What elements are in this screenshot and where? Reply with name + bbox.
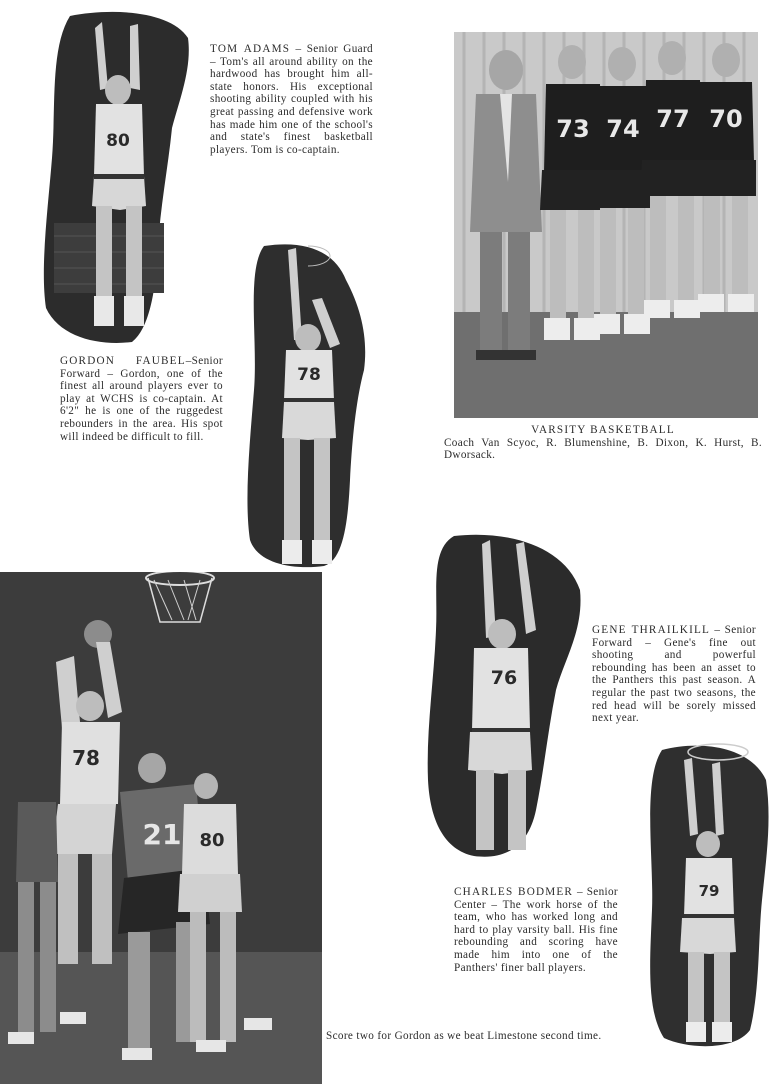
action-teammate-number: 80 <box>199 830 225 851</box>
charles-bodmer-cutout <box>640 740 772 1050</box>
charles-bodmer-name: CHARLES BODMER <box>454 886 574 898</box>
photo-gene-thrailkill <box>424 530 584 860</box>
tom-adams-cutout <box>40 8 192 346</box>
jersey-number-74: 74 <box>606 115 640 143</box>
photo-tom-adams <box>40 8 192 346</box>
action-shot-text: Score two for Gordon as we beat Limestone second time. <box>326 1030 602 1042</box>
jersey-number: 80 <box>106 131 130 151</box>
varsity-team-image <box>454 32 758 418</box>
jersey-number-70: 70 <box>709 105 743 133</box>
gene-thrailkill-name: GENE THRAILKILL <box>592 624 711 636</box>
caption-gene-thrailkill <box>592 624 756 725</box>
jersey-number: 79 <box>698 882 720 900</box>
varsity-title: VARSITY BASKETBALL <box>531 424 675 436</box>
caption-charles-bodmer <box>454 886 618 974</box>
gordon-faubel-text: –Senior Forward – Gordon, one of the finest all around players ever to play at WCHS is co-captain. At 6'2" he is one of the ruggedest rebounders in the area. His spot will indeed be difficult to fill. <box>60 355 223 443</box>
photo-charles-bodmer <box>640 740 772 1050</box>
jersey-number: 78 <box>297 365 321 385</box>
charles-bodmer-text: – Senior Center – The work horse of the team, who has worked long and hard to play varsity ball. His fine rebounding and scoring have made him into one of the Panthers' finer ball players. <box>454 886 619 974</box>
jersey-number-73: 73 <box>556 115 590 143</box>
photo-varsity-team <box>454 32 758 418</box>
jersey-number: 76 <box>490 667 518 689</box>
gordon-faubel-cutout <box>244 240 372 570</box>
photo-action-shot <box>0 572 322 1084</box>
jersey-number-77: 77 <box>656 105 690 133</box>
caption-gordon-faubel <box>60 355 223 443</box>
action-shot-image <box>0 572 322 1084</box>
caption-varsity <box>444 424 762 462</box>
gene-thrailkill-text: – Senior Forward – Gene's fine out shooting and powerful rebounding has been an asset to the Panthers this past season. A regular the past two seasons, the red head will be sorely missed next year. <box>592 624 756 725</box>
varsity-roster: Coach Van Scyoc, R. Blumenshine, B. Dixon, K. Hurst, B. Dworsack. <box>444 436 762 462</box>
tom-adams-name: TOM ADAMS <box>210 43 291 55</box>
photo-gordon-faubel <box>244 240 372 570</box>
gordon-faubel-name: GORDON FAUBEL <box>60 355 186 367</box>
gene-thrailkill-cutout <box>424 530 584 860</box>
action-opponent-number: 21 <box>142 818 182 851</box>
action-gordon-number: 78 <box>72 746 100 770</box>
caption-tom-adams <box>210 43 373 156</box>
tom-adams-text: – Senior Guard – Tom's all around ability on the hardwood has brought him all-state honors. His exceptional shooting ability coupled with his great passing and defensive work has made him one of the school's and state's finest basketball players. Tom is co-captain. <box>210 43 373 156</box>
caption-action-shot <box>326 1030 638 1043</box>
